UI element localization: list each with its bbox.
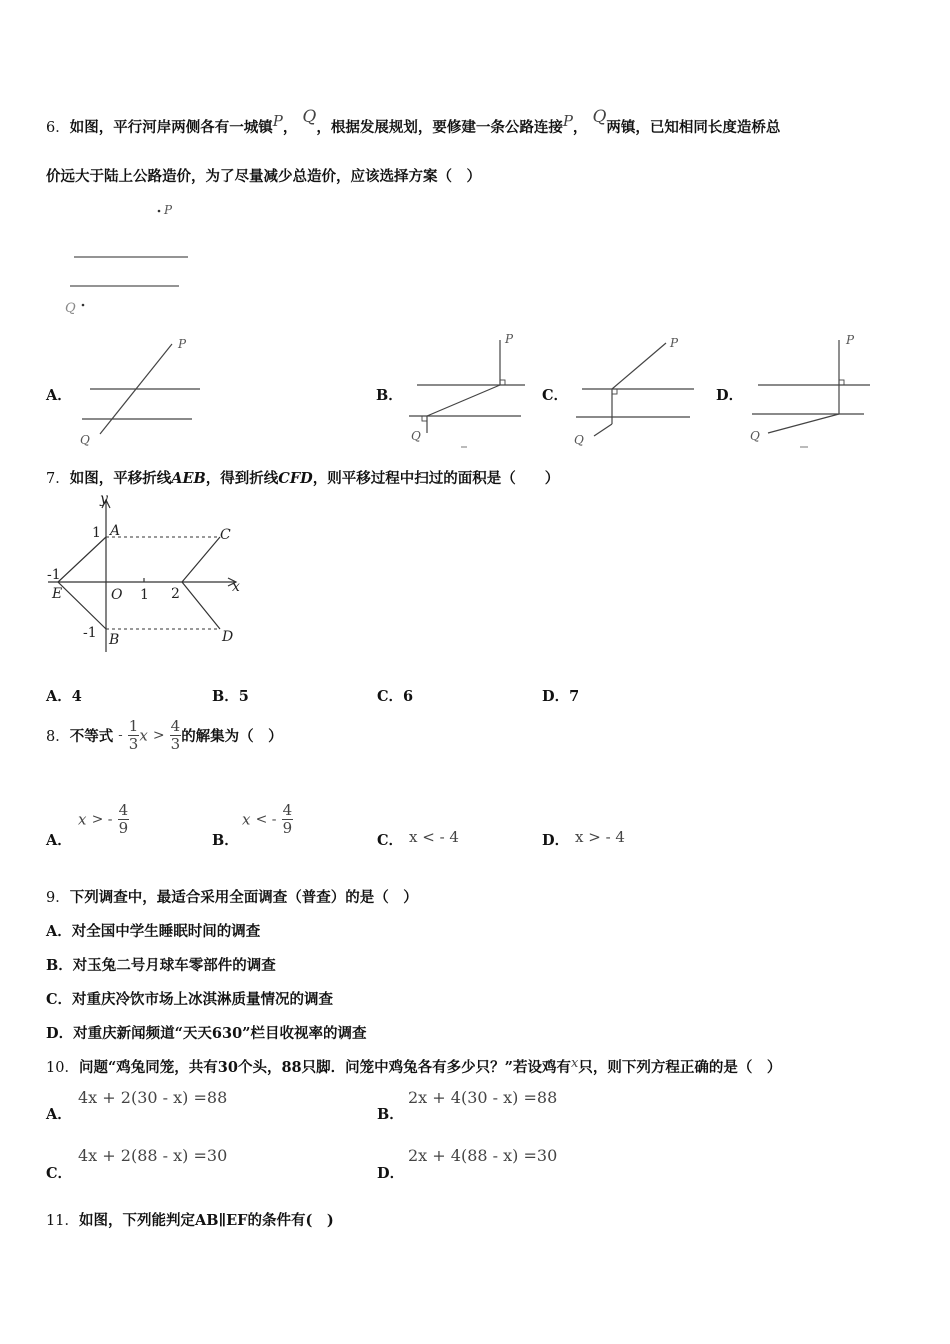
q6-option-d-figure xyxy=(746,330,876,450)
q6-c-label-p: P xyxy=(670,336,679,350)
q8-option-a-label: A． xyxy=(46,832,72,849)
q8-option-d-expr: x > - 4 xyxy=(575,828,625,846)
q7-label-a: A xyxy=(110,523,121,539)
q7-option-c-value: 6 xyxy=(403,688,414,705)
q6-var-p2: P xyxy=(562,112,573,130)
q7-option-a-label: A． xyxy=(46,688,72,705)
q7-option-d xyxy=(542,685,579,706)
q10-option-a-expr: 4x + 2(30 - x) =88 xyxy=(78,1088,228,1107)
q8-b-frac xyxy=(282,802,294,837)
q10-text2: 只，则下列方程正确的是（ ） xyxy=(578,1059,782,1076)
q7-cfd: CFD xyxy=(278,470,313,487)
q6-option-a-figure xyxy=(72,332,212,450)
q7-label-o: O xyxy=(111,587,123,603)
q7-text3: ，则平移过程中扫过的面积是（ ） xyxy=(312,470,560,487)
q6-number: 6． xyxy=(46,120,70,136)
q6-a-label-p: P xyxy=(178,337,187,351)
q6-fig-point-q xyxy=(82,304,85,307)
q9-option-b xyxy=(46,954,276,975)
q7-option-c-label: C． xyxy=(377,688,404,705)
q6-option-a-label: A． xyxy=(46,387,72,404)
q8-a-den: 9 xyxy=(118,819,129,837)
q6-option-b-label: B． xyxy=(376,387,403,404)
q6-d-label-q: Q xyxy=(750,429,760,443)
q7-number: 7． xyxy=(46,471,70,487)
q6-sep2: ， xyxy=(572,119,588,136)
q7-option-a xyxy=(46,685,82,706)
q6-line1 xyxy=(46,107,781,137)
q11-stem xyxy=(46,1209,334,1230)
q6-text2: ，根据发展规划，要修建一条公路连接 xyxy=(316,119,563,136)
q8-frac1-num: 1 xyxy=(128,717,139,735)
q6-line2: 价远大于陆上公路造价，为了尽量减少总造价，应该选择方案（ ） xyxy=(46,168,481,185)
q8-text1: 不等式 xyxy=(69,728,114,745)
q6-c-label-q: Q xyxy=(574,433,584,447)
q8-a-frac xyxy=(118,802,130,837)
q8-a-lhs: x xyxy=(78,810,87,829)
q7-label-b: B xyxy=(109,632,120,648)
q7-option-a-value: 4 xyxy=(71,688,82,705)
q6-var-p: P xyxy=(272,112,283,130)
q7-option-d-value: 7 xyxy=(569,688,580,705)
q8-b-op: < - xyxy=(255,811,277,828)
q6-b-label-p: P xyxy=(505,332,514,346)
q6-var-q: Q xyxy=(302,107,317,127)
q6-option-c-figure xyxy=(566,330,706,450)
q6-b-label-q: Q xyxy=(411,429,421,443)
q6-sep: ， xyxy=(282,119,298,136)
q8-x: x xyxy=(139,726,148,745)
q9-option-b-text: 对玉兔二号月球车零部件的调查 xyxy=(72,957,276,974)
q7-tick-m1-x: -1 xyxy=(47,567,61,583)
q8-number: 8． xyxy=(46,729,70,745)
q6-option-b-figure xyxy=(405,328,535,450)
q10-option-c-label: C． xyxy=(46,1165,73,1182)
q8-option-b-expr xyxy=(242,802,293,837)
q8-gt: > xyxy=(152,727,165,744)
q8-option-c-label: C． xyxy=(377,832,404,849)
q6-d-label-p: P xyxy=(846,333,855,347)
q9-option-d xyxy=(46,1022,367,1043)
q10-number: 10． xyxy=(46,1060,79,1076)
q7-polyline-aeb xyxy=(58,537,106,629)
q8-frac1-den: 3 xyxy=(128,735,139,753)
q8-line xyxy=(46,718,283,753)
q9-option-c xyxy=(46,988,333,1009)
q7-text1: 如图，平移折线 xyxy=(69,470,172,487)
q9-option-a xyxy=(46,920,260,941)
q9-option-a-text: 对全国中学生睡眠时间的调查 xyxy=(71,923,261,940)
q8-option-c-expr: x < - 4 xyxy=(409,828,459,846)
q8-option-a-expr xyxy=(78,802,129,837)
q7-tick-m1-y: -1 xyxy=(83,625,97,641)
q7-text2: ，得到折线 xyxy=(205,470,279,487)
q7-option-c xyxy=(377,685,413,706)
q10-option-b-expr: 2x + 4(30 - x) =88 xyxy=(408,1088,558,1107)
q10-option-c-expr: 4x + 2(88 - x) =30 xyxy=(78,1146,228,1165)
q7-label-e: E xyxy=(52,586,63,602)
q8-a-op: > - xyxy=(91,811,113,828)
q8-frac2-den: 3 xyxy=(170,735,181,753)
q8-b-lhs: x xyxy=(242,810,251,829)
q6-text3: 两镇，已知相同长度造桥总 xyxy=(606,119,781,136)
q9-option-c-label: C． xyxy=(46,991,73,1008)
q7-label-x: x xyxy=(232,579,240,595)
q10-option-b-label: B． xyxy=(377,1106,404,1123)
q6-option-d-label: D． xyxy=(716,387,744,404)
q7-aeb: AEB xyxy=(171,470,206,487)
q7-figure xyxy=(44,490,254,660)
q6-fig-label-q: Q xyxy=(65,301,76,316)
q9-text: 下列调查中，最适合采用全面调查（普查）的是（ ） xyxy=(69,889,418,906)
q7-tick-1-x: 1 xyxy=(140,587,149,603)
q9-option-a-label: A． xyxy=(46,923,72,940)
q8-option-b-label: B． xyxy=(212,832,239,849)
q9-stem xyxy=(46,886,418,907)
q6-fig-label-p: P xyxy=(164,203,173,217)
q7-line1 xyxy=(46,467,559,488)
q6-option-c-label: C． xyxy=(542,387,569,404)
q10-option-d-expr: 2x + 4(88 - x) =30 xyxy=(408,1146,558,1165)
q7-option-b-value: 5 xyxy=(238,688,249,705)
q9-option-d-label: D． xyxy=(46,1025,74,1042)
q9-option-c-text: 对重庆冷饮市场上冰淇淋质量情况的调查 xyxy=(72,991,334,1008)
q6-var-q2: Q xyxy=(592,107,607,127)
q7-label-d: D xyxy=(222,629,234,645)
q11-number: 11． xyxy=(46,1213,79,1229)
q10-option-d-label: D． xyxy=(377,1165,405,1182)
q10-x: x xyxy=(571,1056,579,1071)
q7-label-y: y xyxy=(100,491,108,507)
q8-b-den: 9 xyxy=(282,819,293,837)
q8-a-num: 4 xyxy=(118,801,129,819)
q11-text: 如图，下列能判定AB∥EF的条件有( ) xyxy=(78,1212,334,1229)
q9-option-b-label: B． xyxy=(46,957,73,974)
q10-option-a-label: A． xyxy=(46,1106,72,1123)
q6-fig-point-p xyxy=(158,210,161,213)
q8-frac2-num: 4 xyxy=(170,717,181,735)
q8-minus: - xyxy=(118,728,123,743)
q7-polyline-cfd xyxy=(182,537,220,629)
q8-frac2 xyxy=(170,718,182,753)
q7-tick-1-y: 1 xyxy=(92,525,101,541)
q10-text1: 问题“鸡兔同笼，共有30个头，88只脚．问笼中鸡兔各有多少只？”若设鸡有 xyxy=(78,1059,571,1076)
q7-option-b-label: B． xyxy=(212,688,239,705)
q8-b-num: 4 xyxy=(282,801,293,819)
q8-frac1 xyxy=(128,718,140,753)
q6-figure xyxy=(58,196,198,321)
q10-stem xyxy=(46,1056,781,1077)
q7-option-b xyxy=(212,685,249,706)
q8-text2: 的解集为（ ） xyxy=(181,728,283,745)
q9-number: 9． xyxy=(46,890,70,906)
q7-tick-2-x: 2 xyxy=(171,586,180,602)
q9-option-d-text: 对重庆新闻频道“天天630”栏目收视率的调查 xyxy=(73,1025,367,1042)
q8-option-d-label: D． xyxy=(542,832,570,849)
q6-a-label-q: Q xyxy=(80,433,90,447)
q7-label-c: C xyxy=(220,527,231,543)
q6-text1: 如图，平行河岸两侧各有一城镇 xyxy=(69,119,273,136)
q7-option-d-label: D． xyxy=(542,688,570,705)
